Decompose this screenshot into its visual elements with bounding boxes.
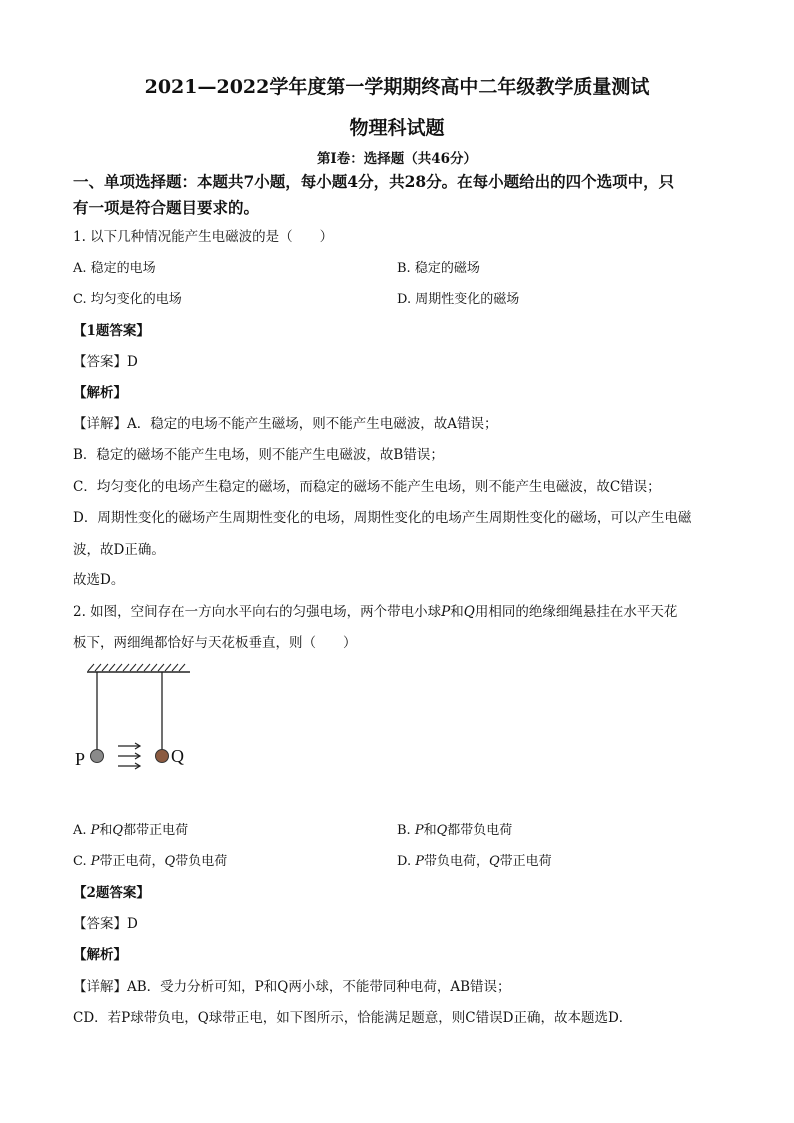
q2-stem-part-a: 2. 如图，空间存在一方向水平向右的匀强电场，两个带电小球: [73, 604, 442, 620]
q2-option-d-q: Q: [489, 854, 500, 869]
ball-q: [156, 750, 169, 763]
q1-stem: 1. 以下几种情况能产生电磁波的是（ ）: [73, 229, 334, 245]
q2-stem-part-b: 用相同的绝缘细绳悬挂在水平天花: [474, 604, 678, 620]
q2-option-a-text: 都带正电荷: [123, 823, 189, 838]
q2-option-c-mid: 带正电荷，: [99, 854, 165, 869]
q2-option-d-text: 带正电荷: [499, 854, 552, 869]
q1-detail-5: 波，故D正确。: [73, 542, 165, 558]
q2-option-b-and: 和: [423, 823, 437, 838]
ceiling-hatch: [88, 664, 185, 671]
q2-option-a-and: 和: [99, 823, 113, 838]
q2-option-c-q: Q: [164, 854, 176, 869]
q2-option-c-p: P: [90, 854, 100, 869]
q1-option-c: C. 均匀变化的电场: [73, 292, 182, 307]
q2-option-c-letter: C.: [73, 854, 91, 869]
q1-detail-2: B．稳定的磁场不能产生电场，则不能产生电磁波，故B错误；: [73, 447, 444, 463]
q1-detail-3: C．均匀变化的电场产生稳定的磁场，而稳定的磁场不能产生电场，则不能产生电磁波，故C错误；: [73, 479, 661, 495]
q1-detail-4: D．周期性变化的磁场产生周期性变化的电场，周期性变化的电场产生周期性变化的磁场，可以产生电磁: [73, 510, 692, 526]
q2-option-c: [73, 850, 227, 869]
part1-heading-line2: 有一项是符合题目要求的。: [73, 198, 260, 217]
field-arrows: [118, 743, 140, 769]
q1-analysis-label: 【解析】: [73, 385, 127, 401]
q2-option-d-letter: D.: [397, 854, 416, 869]
q2-option-a-p: P: [90, 823, 100, 838]
q2-option-c-text: 带负电荷: [175, 854, 228, 869]
q2-stem-line2: 板下，两细绳都恰好与天花板垂直，则（ ）: [73, 635, 357, 651]
label-p: P: [75, 749, 86, 769]
label-q: Q: [171, 746, 184, 766]
q2-option-b-letter: B.: [397, 823, 415, 838]
q2-option-d: [397, 850, 552, 869]
q2-stem-q: Q: [463, 604, 475, 620]
q2-option-a: [73, 819, 188, 838]
q1-option-b: B. 稳定的磁场: [397, 261, 480, 276]
q2-option-b: [397, 819, 512, 838]
q2-option-b-text: 都带负电荷: [447, 823, 513, 838]
q2-detail-1: 【详解】AB．受力分析可知，P和Q两小球，不能带同种电荷，AB错误；: [73, 979, 511, 995]
ball-p: [91, 750, 104, 763]
q1-answer: 【答案】D: [73, 354, 138, 370]
q1-option-a: A. 稳定的电场: [73, 261, 156, 276]
q2-option-a-letter: A.: [73, 823, 91, 838]
section-title: 第Ⅰ卷：选择题（共46分）: [316, 151, 478, 167]
q2-analysis-label: 【解析】: [73, 947, 127, 963]
q2-stem-p: P: [441, 604, 451, 620]
q2-block-label: 【2题答案】: [73, 885, 150, 901]
part1-heading-line1: 一、单项选择题：本题共7小题，每小题4分，共28分。在每小题给出的四个选项中，只: [73, 172, 675, 191]
q1-conclusion: 故选D。: [73, 572, 125, 588]
q2-option-b-p: P: [414, 823, 424, 838]
q2-figure: [70, 660, 200, 785]
q2-answer: 【答案】D: [73, 916, 138, 932]
q2-stem-and: 和: [450, 604, 464, 620]
q2-option-d-mid: 带负电荷，: [423, 854, 489, 869]
q2-option-d-p: P: [415, 854, 424, 869]
exam-title: 2021—2022学年度第一学期期终高中二年级教学质量测试: [144, 76, 650, 98]
q2-option-a-q: Q: [112, 823, 124, 838]
subject-title: 物理科试题: [349, 117, 445, 139]
q1-option-d: D. 周期性变化的磁场: [397, 292, 520, 307]
q2-option-b-q: Q: [436, 823, 448, 838]
q1-detail-1: 【详解】A．稳定的电场不能产生磁场，则不能产生电磁波，故A错误；: [73, 416, 498, 432]
q2-detail-2: CD．若P球带负电，Q球带正电，如下图所示，恰能满足题意，则C错误D正确，故本题选D．: [73, 1010, 633, 1026]
q1-block-label: 【1题答案】: [73, 323, 150, 339]
q2-stem-line1: [73, 600, 677, 620]
